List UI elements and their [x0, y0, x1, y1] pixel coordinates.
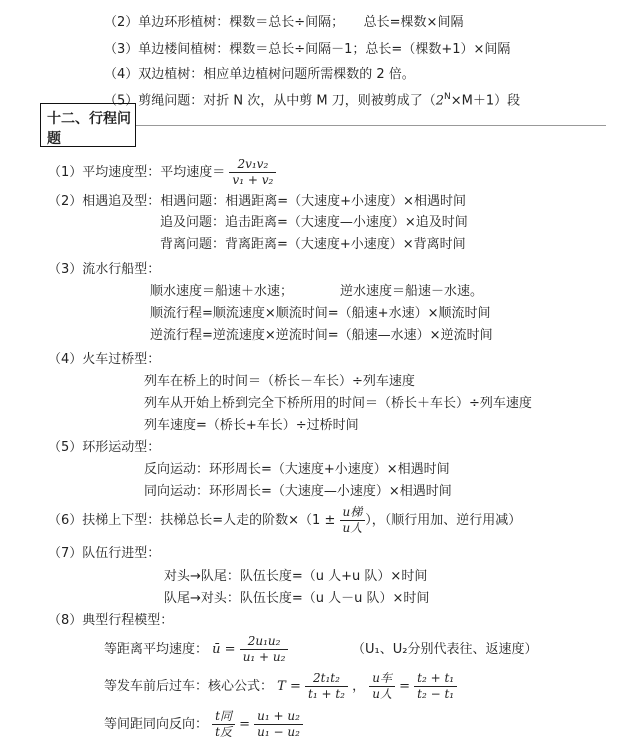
- circular-heading: （5）环形运动型：: [48, 440, 161, 455]
- bus-passing-rule: [104, 669, 457, 705]
- formula-numerator: 2u₁u₂: [240, 634, 289, 650]
- formula-denominator: t反: [215, 725, 232, 739]
- interval-symbol: T =: [277, 679, 301, 694]
- equals-sign: =: [399, 679, 411, 694]
- formula-numerator: 2t₁t₂: [305, 671, 348, 687]
- formula-separator: ，: [352, 679, 366, 694]
- formula-denominator: u人: [342, 521, 363, 535]
- meeting-rule: （2）相遇追及型：相遇问题：相遇距离=（大速度+小速度）×相遇时间: [48, 194, 466, 209]
- train-speed: 列车速度=（桥长+车长）÷过桥时间: [144, 418, 359, 433]
- train-crossing-time: 列车从开始上桥到完全下桥所用的时间＝（桥长＋车长）÷列车速度: [144, 396, 532, 411]
- equal-distance-label: 等距离平均速度：: [104, 642, 209, 657]
- rope-cutting-text: （5）剪绳问题：对折 N 次，从中剪 M 刀，则被剪成了（: [104, 93, 436, 109]
- chasing-rule: 追及问题：追击距离=（大速度—小速度）×追及时间: [160, 215, 468, 230]
- equal-distance-formula: [240, 634, 289, 665]
- downstream-distance: 顺流行程=顺流速度×顺流时间=（船速+水速）×顺流时间: [150, 306, 491, 321]
- formula-numerator: 2v₁v₂: [229, 157, 276, 173]
- formula-numerator: u₁ + u₂: [254, 709, 303, 725]
- planting-between-buildings-rule: （3）单边楼间植树：棵数＝总长÷间隔－1；总长=（棵数+1）×间隔: [104, 42, 511, 57]
- opposite-direction-rule: 反向运动：环形周长=（大速度+小速度）×相遇时间: [144, 462, 450, 477]
- equal-distance-average-speed: [104, 632, 288, 668]
- escalator-ratio: [340, 505, 366, 536]
- rope-cutting-tail: ×M＋1）段: [450, 93, 521, 109]
- same-direction-rule: 同向运动：环形周长=（大速度—小速度）×相遇时间: [144, 484, 452, 499]
- formula-denominator: u₁ − u₂: [257, 725, 300, 739]
- section-heading-box: [40, 103, 136, 147]
- planting-ring-rule: （2）单边环形植树：棵数＝总长÷间隔； 总长=棵数×间隔: [104, 15, 464, 30]
- formula-numerator: t同: [212, 709, 235, 725]
- upstream-speed: 逆水速度＝船速－水速。: [340, 284, 484, 299]
- queue-heading: （7）队伍行进型：: [48, 546, 161, 561]
- formula-denominator: u人: [372, 687, 392, 701]
- section-divider: [136, 125, 606, 126]
- train-on-bridge-time: 列车在桥上的时间＝（桥长－车长）÷列车速度: [144, 374, 415, 389]
- rope-cutting-rule: [104, 88, 520, 110]
- equals-sign: =: [239, 717, 251, 732]
- equal-spacing-rule: [104, 707, 303, 743]
- average-speed-formula: [229, 157, 276, 188]
- speed-ratio: [369, 671, 395, 702]
- train-heading: （4）火车过桥型：: [48, 352, 161, 367]
- boat-heading: （3）流水行船型：: [48, 262, 161, 277]
- formula-numerator: u梯: [340, 505, 366, 521]
- time-ratio-same-opposite: [212, 709, 235, 740]
- section-title-line2: 题: [47, 131, 61, 147]
- formula-denominator: u₁ + u₂: [242, 650, 286, 664]
- downstream-speed: 顺水速度＝船速＋水速；: [150, 284, 294, 299]
- model-heading: （8）典型行程模型：: [48, 613, 174, 628]
- bus-passing-label: 等发车前后过车：核心公式：: [104, 679, 274, 694]
- separating-rule: 背离问题：背离距离=（大速度+小速度）×背离时间: [160, 237, 466, 252]
- escalator-text: （6）扶梯上下型：扶梯总长=人走的阶数×（1 ±: [48, 513, 336, 528]
- escalator-rule: [48, 505, 521, 537]
- formula-numerator: u车: [369, 671, 395, 687]
- speed-note: （U₁、U₂分别代表往、返速度）: [352, 642, 538, 657]
- speed-sum-difference-ratio: [254, 709, 303, 740]
- front-to-rear-rule: 对头→队尾：队伍长度=（u 人+u 队）×时间: [164, 569, 428, 584]
- formula-denominator: t₂ − t₁: [417, 687, 455, 701]
- average-speed-symbol: ū =: [212, 642, 236, 657]
- formula-denominator: v₁ + v₂: [232, 173, 274, 187]
- power-base: 2: [435, 93, 445, 109]
- equal-spacing-label: 等间距同向反向：: [104, 717, 209, 732]
- formula-denominator: t₁ + t₂: [308, 687, 345, 701]
- upstream-distance: 逆流行程=逆流速度×逆流时间=（船速—水速）×逆流时间: [150, 328, 493, 343]
- time-ratio: [414, 671, 457, 702]
- escalator-tail: ），（顺行用加、逆行用减）: [365, 513, 522, 528]
- planting-double-side-rule: （4）双边植树：相应单边植树问题所需棵数的 2 倍。: [104, 67, 415, 82]
- formula-numerator: t₂ + t₁: [414, 671, 457, 687]
- average-speed-rule: [48, 157, 276, 189]
- interval-formula: [305, 671, 348, 702]
- average-speed-label: （1）平均速度型：平均速度＝: [48, 165, 226, 180]
- rear-to-front-rule: 队尾→对头：队伍长度=（u 人－u 队）×时间: [164, 591, 430, 606]
- section-title-line1: 十二、行程问: [47, 111, 131, 127]
- power-exponent: N: [444, 92, 451, 102]
